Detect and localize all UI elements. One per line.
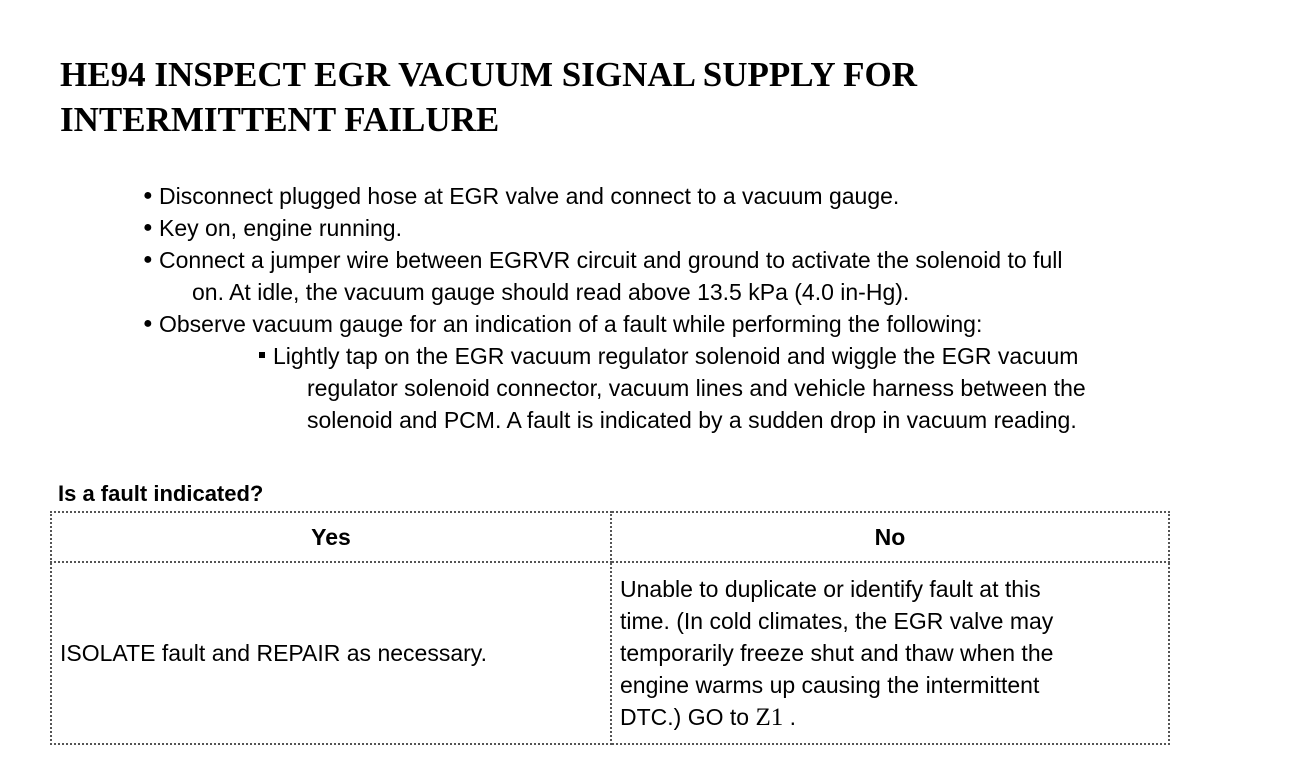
bullet-square-icon	[259, 352, 265, 358]
step-text: Disconnect plugged hose at EGR valve and connect to a vacuum gauge.	[159, 183, 900, 209]
decision-table	[50, 511, 1170, 745]
step-text-line-2: on. At idle, the vacuum gauge should read above 13.5 kPa (4.0 in-Hg).	[192, 279, 910, 305]
sub-step-line-3: solenoid and PCM. A fault is indicated by a sudden drop in vacuum reading.	[307, 407, 1077, 433]
step-item	[143, 180, 1303, 212]
page-title	[60, 52, 1260, 142]
step-text: Observe vacuum gauge for an indication of a fault while performing the following:	[159, 311, 983, 337]
sub-steps	[259, 340, 1249, 436]
no-action-line-3: temporarily freeze shut and thaw when the	[620, 639, 1054, 666]
bullet-dot-icon: ●	[143, 187, 153, 204]
bullet-dot-icon: ●	[143, 219, 153, 236]
no-action	[611, 562, 1169, 744]
table-header-row	[51, 512, 1169, 562]
step-text: Key on, engine running.	[159, 215, 402, 241]
table-row	[51, 562, 1169, 744]
sub-step-item	[259, 340, 1249, 436]
page-title-line-1: HE94 INSPECT EGR VACUUM SIGNAL SUPPLY FOR	[60, 55, 918, 94]
yes-header: Yes	[51, 512, 611, 562]
yes-action	[51, 562, 611, 744]
step-item	[143, 308, 1303, 436]
no-header: No	[611, 512, 1169, 562]
goto-link-z1[interactable]: Z1	[755, 703, 784, 731]
sub-step-line-2: regulator solenoid connector, vacuum lines and vehicle harness between the	[307, 375, 1086, 401]
no-action-goto-prefix: DTC.) GO to	[620, 703, 756, 730]
no-action-line-1: Unable to duplicate or identify fault at this	[620, 575, 1041, 602]
no-action-goto-suffix: .	[783, 703, 797, 730]
bullet-dot-icon: ●	[143, 251, 153, 268]
step-text-line-1: Connect a jumper wire between EGRVR circuit and ground to activate the solenoid to full	[159, 247, 1063, 273]
decision-question: Is a fault indicated?	[58, 481, 264, 506]
step-item	[143, 244, 1303, 308]
no-action-line-4: engine warms up causing the intermittent	[620, 671, 1040, 698]
yes-action-text: ISOLATE fault and REPAIR as necessary.	[60, 640, 487, 666]
procedure-steps	[143, 180, 1303, 436]
sub-step-line-1: Lightly tap on the EGR vacuum regulator solenoid and wiggle the EGR vacuum	[273, 343, 1079, 369]
step-item	[143, 212, 1303, 244]
bullet-dot-icon: ●	[143, 315, 153, 332]
page-title-line-2: INTERMITTENT FAILURE	[60, 100, 500, 139]
no-action-line-2: time. (In cold climates, the EGR valve may	[620, 607, 1054, 634]
